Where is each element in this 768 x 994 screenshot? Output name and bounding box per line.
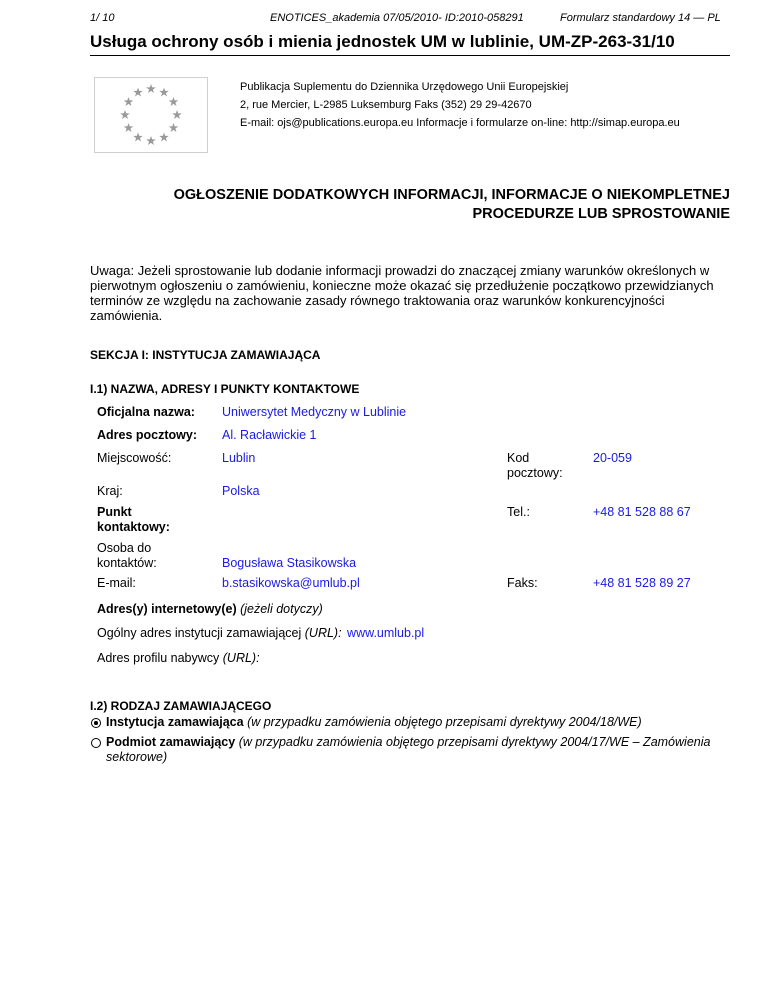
option-contracting-entity <box>106 735 736 765</box>
postcode-label-line-1: Kod <box>507 451 530 465</box>
section-1-title: SEKCJA I: INSTYTUCJA ZAMAWIAJĄCA <box>90 348 321 362</box>
town-value: Lublin <box>222 451 256 465</box>
document-title: Usługa ochrony osób i mienia jednostek UM w lublinie, UM-ZP-263-31/10 <box>90 32 675 51</box>
contact-person-label-line-1: Osoba do <box>97 541 152 555</box>
official-name-value: Uniwersytet Medyczny w Lublinie <box>222 405 407 419</box>
contact-point-label-line-2: kontaktowy: <box>97 520 170 534</box>
radio-selected-dot <box>94 721 98 725</box>
fax-label: Faks: <box>507 576 538 590</box>
radio-contracting-entity[interactable] <box>91 738 101 748</box>
postcode-label <box>507 451 563 481</box>
general-address-url-label: (URL): <box>304 626 342 640</box>
section-1-1-title: I.1) NAZWA, ADRESY I PUNKTY KONTAKTOWE <box>90 382 360 396</box>
postal-address-label: Adres pocztowy: <box>97 428 198 442</box>
contact-person-value: Bogusława Stasikowska <box>222 556 357 570</box>
eu-stars-icon <box>95 78 207 152</box>
postcode-label-line-2: pocztowy: <box>507 466 563 480</box>
internet-address-note: (jeżeli dotyczy) <box>240 602 323 616</box>
eu-flag-logo <box>94 77 208 153</box>
tel-label: Tel.: <box>507 505 530 519</box>
publisher-line-2: 2, rue Mercier, L-2985 Luksemburg Faks (352) 29 29-42670 <box>240 99 532 111</box>
radio-contracting-authority[interactable] <box>91 718 101 728</box>
email-value[interactable]: b.stasikowska@umlub.pl <box>222 576 360 590</box>
publisher-line-1: Publikacja Suplementu do Dziennika Urzędowego Unii Europejskiej <box>240 81 569 93</box>
country-value: Polska <box>222 484 260 498</box>
contact-point-label-line-1: Punkt <box>97 505 132 519</box>
section-1-2-title: I.2) RODZAJ ZAMAWIAJĄCEGO <box>90 699 272 713</box>
buyer-profile-label: Adres profilu nabywcy <box>97 651 220 665</box>
option-contracting-authority <box>106 715 736 730</box>
option-2-note-line-2: sektorowe) <box>106 750 168 764</box>
official-name-label: Oficjalna nazwa: <box>97 405 195 419</box>
option-1-note: (w przypadku zamówienia objętego przepisami dyrektywy 2004/18/WE) <box>247 715 642 729</box>
contact-person-label-line-2: kontaktów: <box>97 556 157 570</box>
notice-heading-line-1: OGŁOSZENIE DODATKOWYCH INFORMACJI, INFORMACJE O NIEKOMPLETNEJ <box>173 187 730 203</box>
country-label: Kraj: <box>97 484 123 498</box>
postcode-value: 20-059 <box>593 451 632 465</box>
notice-heading-line-2: PROCEDURZE LUB SPROSTOWANIE <box>472 206 730 222</box>
internet-address-row <box>97 602 323 617</box>
note-paragraph: Uwaga: Jeżeli sprostowanie lub dodanie informacji prowadzi do znaczącej zmiany warunków określonych w pierwotnym ogłoszeniu o zamówieniu, konieczne może okazać się przedłużenie początkowo przewidzianych terminów ze względu na zachowanie zasady równego traktowania oraz warunków konkurencyjności zamówienia. <box>90 263 714 323</box>
email-label: E-mail: <box>97 576 136 590</box>
postal-address-value: Al. Racławickie 1 <box>222 428 317 442</box>
notice-id: ENOTICES_akademia 07/05/2010- ID:2010-058291 <box>270 12 524 24</box>
title-divider <box>90 55 730 56</box>
tel-value: +48 81 528 88 67 <box>593 505 691 519</box>
publisher-line-3: E-mail: ojs@publications.europa.eu Informacje i formularze on-line: http://simap.europa.eu <box>240 117 680 129</box>
notice-heading <box>90 186 730 224</box>
option-2-note-line-1: (w przypadku zamówienia objętego przepisami dyrektywy 2004/17/WE – Zamówienia <box>238 735 711 749</box>
general-address-label: Ogólny adres instytucji zamawiającej <box>97 626 302 640</box>
fax-value: +48 81 528 89 27 <box>593 576 691 590</box>
contact-point-label <box>97 505 170 535</box>
form-name: Formularz standardowy 14 — PL <box>560 12 721 24</box>
buyer-profile-url-label: (URL): <box>222 651 260 665</box>
page-number: 1/ 10 <box>90 12 115 24</box>
contact-person-label <box>97 541 157 571</box>
internet-address-label: Adres(y) internetowy(e) <box>97 602 237 616</box>
buyer-profile-row <box>97 651 260 666</box>
option-1-label: Instytucja zamawiająca <box>106 715 244 729</box>
general-address-link[interactable]: www.umlub.pl <box>347 626 425 640</box>
general-address-row <box>97 626 424 641</box>
town-label: Miejscowość: <box>97 451 172 465</box>
option-2-label: Podmiot zamawiający <box>106 735 236 749</box>
